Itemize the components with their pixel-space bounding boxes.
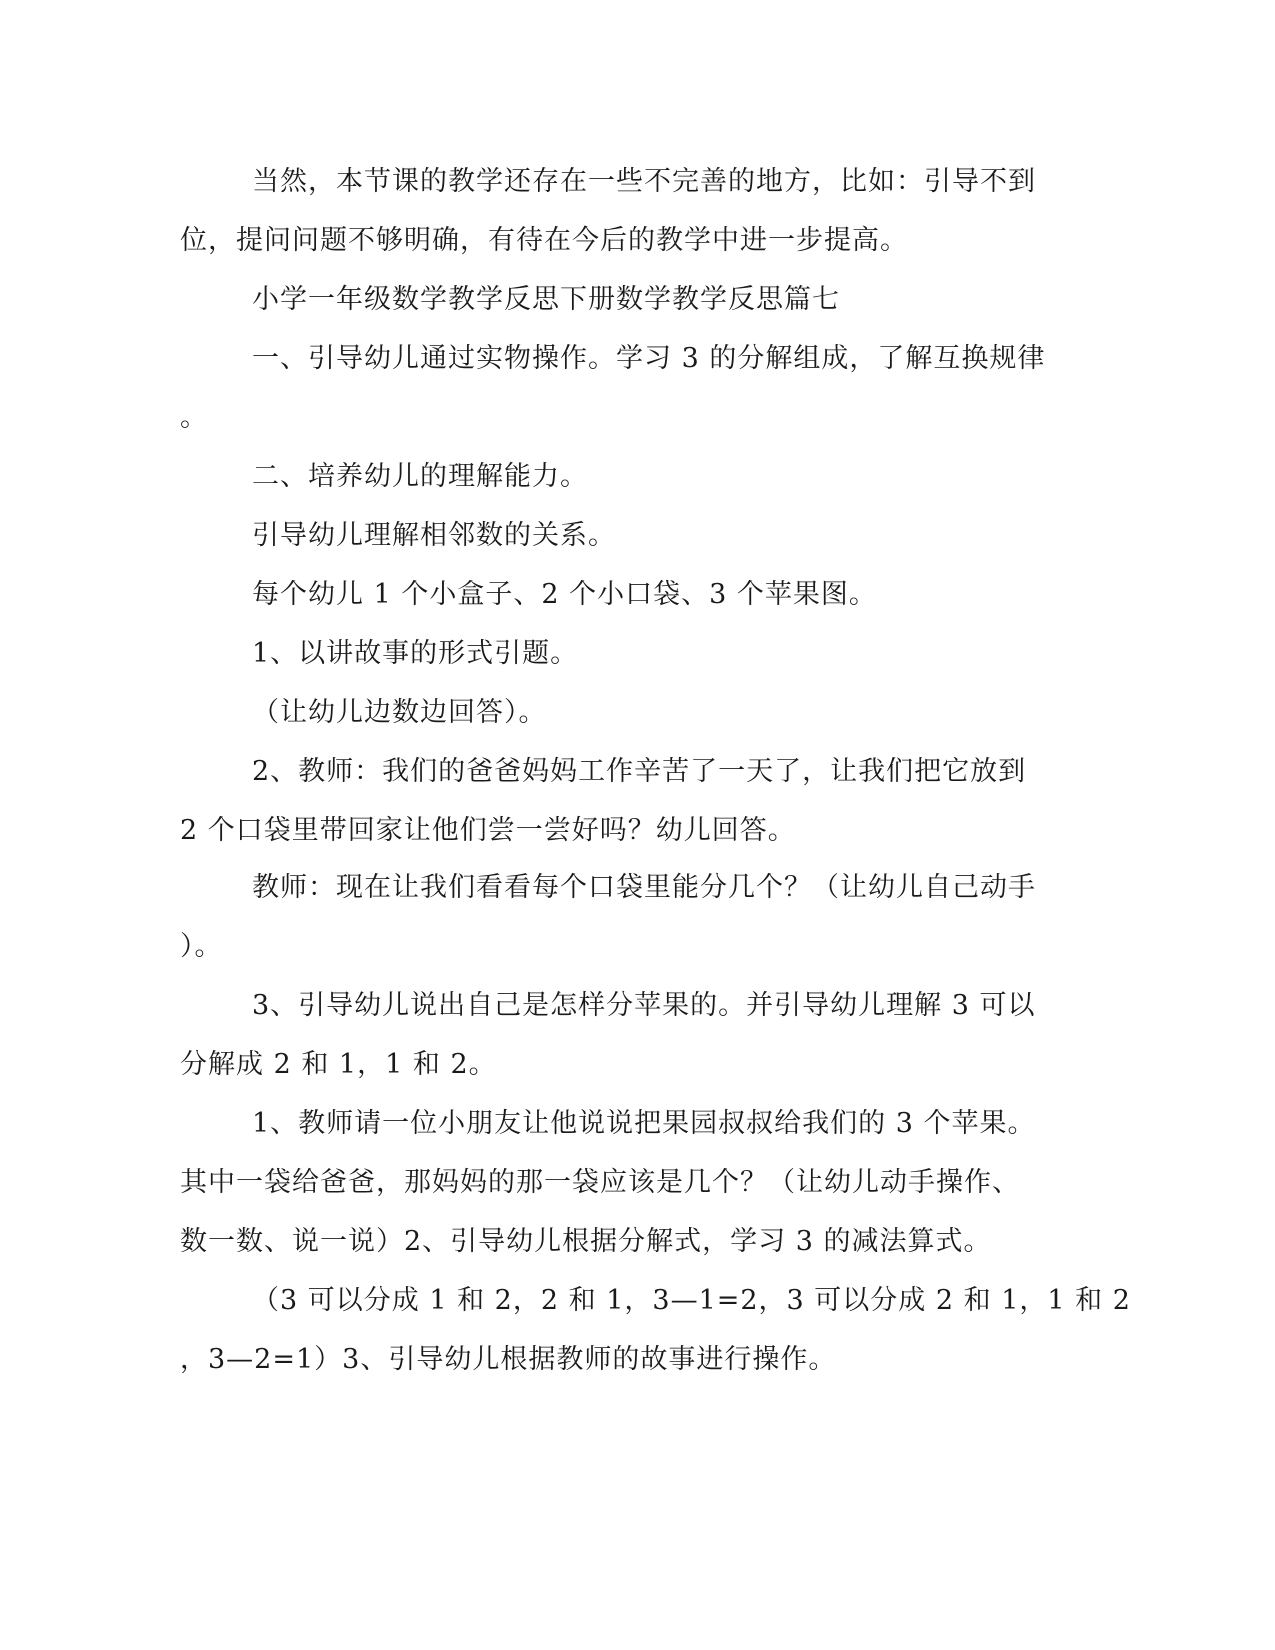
- paragraph-line: 一、引导幼儿通过实物操作。学习 3 的分解组成，了解互换规律: [252, 343, 1046, 374]
- paragraph-line: 。: [180, 402, 208, 433]
- paragraph-line: 二、培养幼儿的理解能力。: [252, 461, 588, 492]
- paragraph-line: 位，提问问题不够明确，有待在今后的教学中进一步提高。: [180, 225, 908, 256]
- paragraph-line: 数一数、说一说）2、引导幼儿根据分解式，学习 3 的减法算式。: [180, 1226, 992, 1257]
- paragraph-line: ）。: [180, 931, 223, 962]
- paragraph-line: ，3—2=1）3、引导幼儿根据教师的故事进行操作。: [180, 1344, 837, 1375]
- paragraph-line: 1、教师请一位小朋友让他说说把果园叔叔给我们的 3 个苹果。: [252, 1108, 1036, 1139]
- paragraph-line: 其中一袋给爸爸，那妈妈的那一袋应该是几个？（让幼儿动手操作、: [180, 1167, 1020, 1198]
- paragraph-line: （让幼儿边数边回答）。: [252, 697, 547, 728]
- paragraph-line: （3 可以分成 1 和 2，2 和 1，3—1=2，3 可以分成 2 和 1，1 和 2: [252, 1285, 1131, 1316]
- paragraph-line: 引导幼儿理解相邻数的关系。: [252, 520, 616, 551]
- paragraph-line: 1、以讲故事的形式引题。: [252, 638, 579, 669]
- paragraph-line: 每个幼儿 1 个小盒子、2 个小口袋、3 个苹果图。: [252, 579, 877, 610]
- paragraph-line: 2 个口袋里带回家让他们尝一尝好吗？幼儿回答。: [180, 815, 796, 846]
- paragraph-line: 教师：现在让我们看看每个口袋里能分几个？（让幼儿自己动手: [252, 872, 1036, 903]
- paragraph-line: 2、教师：我们的爸爸妈妈工作辛苦了一天了，让我们把它放到: [252, 756, 1027, 787]
- paragraph-line: 3、引导幼儿说出自己是怎样分苹果的。并引导幼儿理解 3 可以: [252, 990, 1036, 1021]
- section-title: 小学一年级数学教学反思下册数学教学反思篇七: [252, 284, 840, 315]
- paragraph-line: 分解成 2 和 1，1 和 2。: [180, 1049, 497, 1080]
- paragraph-line: 当然，本节课的教学还存在一些不完善的地方，比如：引导不到: [252, 166, 1036, 197]
